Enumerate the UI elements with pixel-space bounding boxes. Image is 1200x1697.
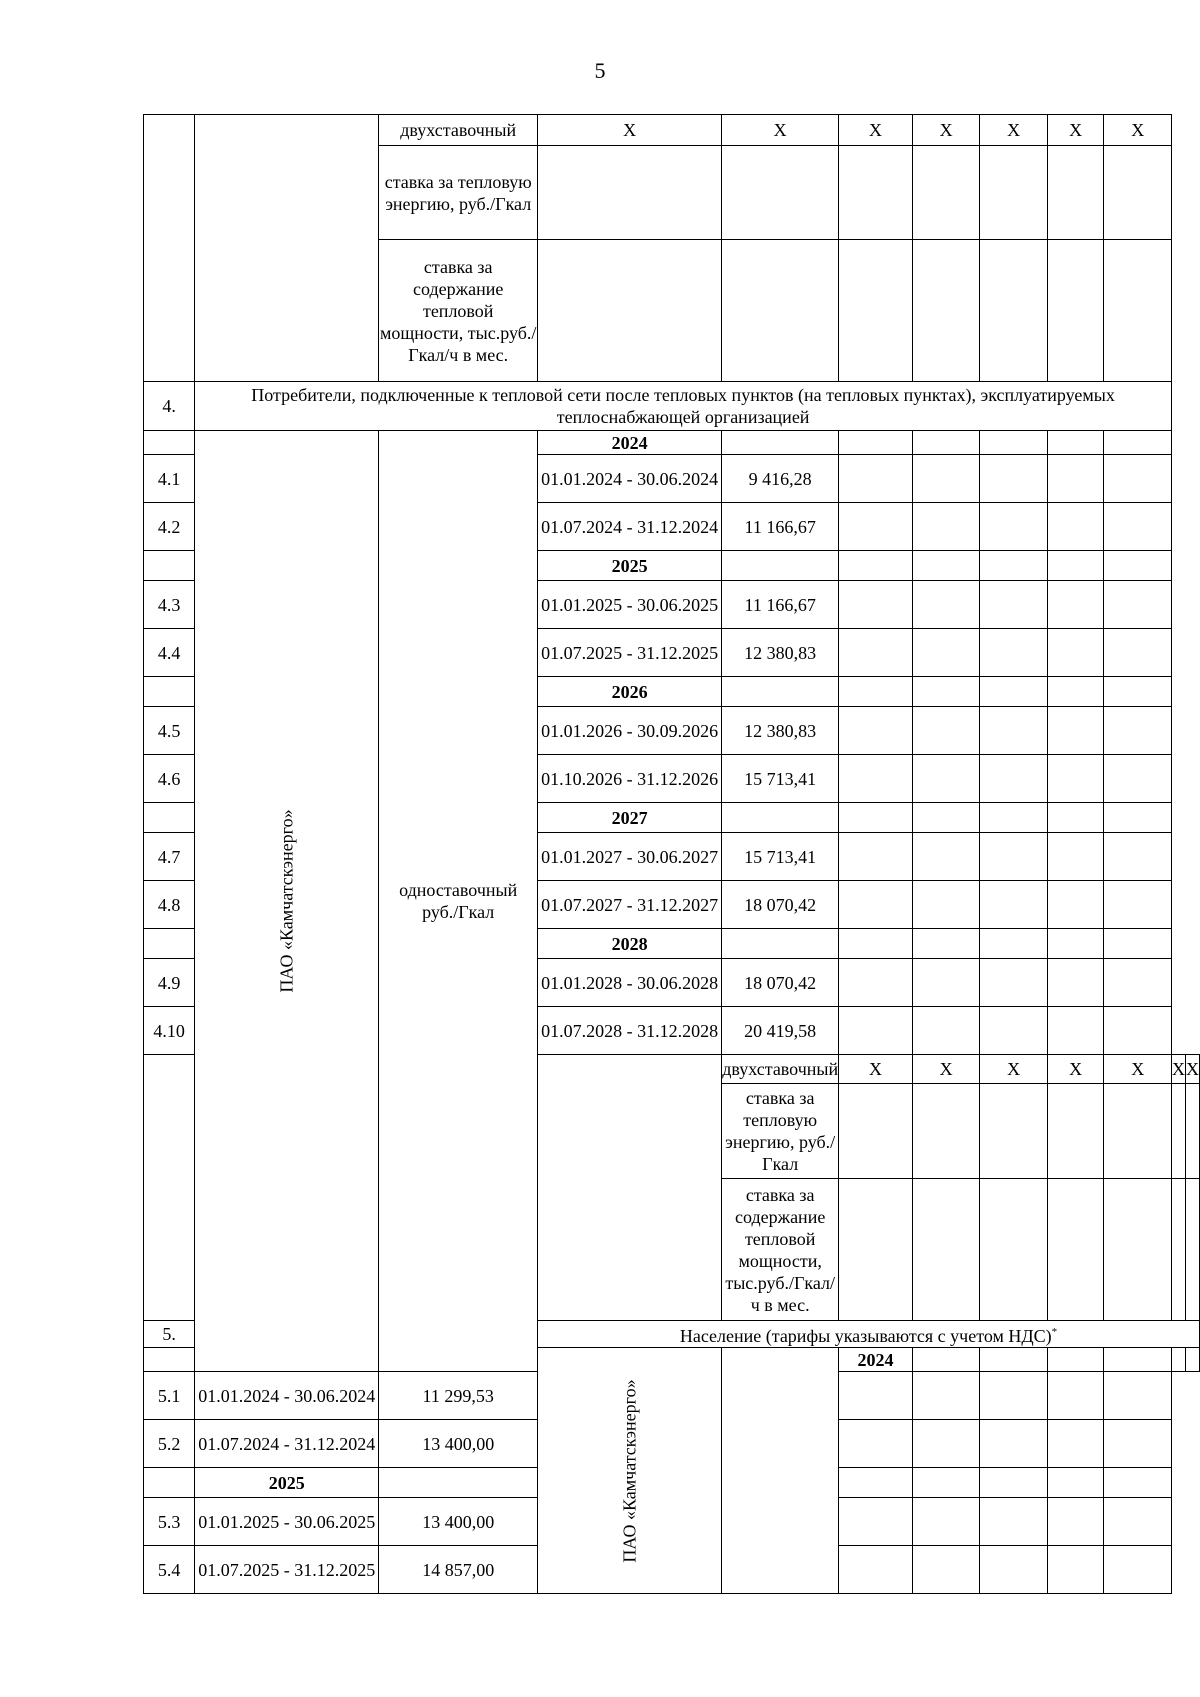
row-number: 4.1 bbox=[144, 455, 195, 503]
x-mark: X bbox=[912, 115, 980, 146]
x-mark: X bbox=[912, 1055, 980, 1084]
tariff-value: 13 400,00 bbox=[379, 1498, 538, 1546]
section-number: 4. bbox=[144, 382, 195, 431]
section-title-text: Население (тарифы указываются с учетом НДС) bbox=[679, 1326, 1052, 1346]
period: 01.01.2024 - 30.06.2024 bbox=[538, 455, 722, 503]
tariff-table bbox=[143, 114, 1200, 1594]
two-part-label: двухставочный bbox=[722, 1055, 839, 1084]
tariff-value: 12 380,83 bbox=[722, 707, 839, 755]
two-part-row bbox=[144, 115, 1200, 146]
tariff-value: 12 380,83 bbox=[722, 629, 839, 677]
section-title bbox=[538, 1321, 1200, 1348]
section-number: 5. bbox=[144, 1321, 195, 1348]
tariff-value: 14 857,00 bbox=[379, 1546, 538, 1594]
tariff-value: 18 070,42 bbox=[722, 959, 839, 1007]
period: 01.01.2025 - 30.06.2025 bbox=[195, 1498, 379, 1546]
two-part-label: двухставочный bbox=[379, 115, 538, 146]
row-number: 4.8 bbox=[144, 881, 195, 929]
empty-cell bbox=[722, 1348, 839, 1594]
year-label: 2027 bbox=[538, 803, 722, 833]
x-mark: X bbox=[1047, 115, 1104, 146]
empty-cell bbox=[195, 115, 379, 382]
period: 01.07.2025 - 31.12.2025 bbox=[195, 1546, 379, 1594]
year-label: 2028 bbox=[538, 929, 722, 959]
capacity-rate-label: ставка за содержание тепловой мощности, тыс.руб./Гкал/ч в мес. bbox=[379, 240, 538, 382]
period: 01.01.2028 - 30.06.2028 bbox=[538, 959, 722, 1007]
organization-cell bbox=[538, 1348, 722, 1594]
section-title: Потребители, подключенные к тепловой сети после тепловых пунктов (на тепловых пунктах), эксплуатируемых теплоснабжающей организацией bbox=[195, 382, 1172, 431]
energy-rate-label: ставка за тепловую энергию, руб./Гкал bbox=[379, 146, 538, 240]
period: 01.07.2025 - 31.12.2025 bbox=[538, 629, 722, 677]
row-number: 5.2 bbox=[144, 1420, 195, 1468]
page-number: 5 bbox=[594, 58, 606, 83]
period: 01.01.2025 - 30.06.2025 bbox=[538, 581, 722, 629]
x-mark: X bbox=[538, 115, 722, 146]
period: 01.07.2024 - 31.12.2024 bbox=[538, 503, 722, 551]
tariff-value: 15 713,41 bbox=[722, 833, 839, 881]
x-mark: X bbox=[839, 1055, 913, 1084]
period: 01.01.2024 - 30.06.2024 bbox=[195, 1372, 379, 1420]
row-number: 4.6 bbox=[144, 755, 195, 803]
x-mark: X bbox=[980, 1055, 1048, 1084]
empty-cell bbox=[538, 1055, 722, 1321]
row-number: 4.4 bbox=[144, 629, 195, 677]
tariff-value: 20 419,58 bbox=[722, 1007, 839, 1055]
row-number: 5.4 bbox=[144, 1546, 195, 1594]
organization-name: ПАО «Камчатскэнерго» bbox=[619, 1378, 640, 1563]
tariff-value: 9 416,28 bbox=[722, 455, 839, 503]
year-label: 2026 bbox=[538, 677, 722, 707]
period: 01.07.2024 - 31.12.2024 bbox=[195, 1420, 379, 1468]
row-number: 5.3 bbox=[144, 1498, 195, 1546]
energy-rate-label: ставка за тепловую энергию, руб./Гкал bbox=[722, 1084, 839, 1179]
x-mark: X bbox=[1104, 115, 1172, 146]
tariff-value: 15 713,41 bbox=[722, 755, 839, 803]
x-mark: X bbox=[1104, 1055, 1172, 1084]
tariff-value: 11 299,53 bbox=[379, 1372, 538, 1420]
period: 01.07.2028 - 31.12.2028 bbox=[538, 1007, 722, 1055]
capacity-rate-label: ставка за содержание тепловой мощности, тыс.руб./Гкал/ч в мес. bbox=[722, 1179, 839, 1321]
empty-cell bbox=[144, 1055, 195, 1321]
x-mark: X bbox=[722, 115, 839, 146]
x-mark: X bbox=[1186, 1055, 1200, 1084]
year-label: 2025 bbox=[195, 1468, 379, 1498]
period: 01.07.2027 - 31.12.2027 bbox=[538, 881, 722, 929]
x-mark: X bbox=[839, 115, 913, 146]
x-mark: X bbox=[1047, 1055, 1104, 1084]
row-number: 4.10 bbox=[144, 1007, 195, 1055]
section-header bbox=[144, 382, 1200, 431]
year-label: 2024 bbox=[538, 431, 722, 455]
organization-cell bbox=[195, 431, 379, 1372]
year-label: 2024 bbox=[839, 1348, 913, 1372]
year-label: 2025 bbox=[538, 551, 722, 581]
period: 01.10.2026 - 31.12.2026 bbox=[538, 755, 722, 803]
tariff-value: 11 166,67 bbox=[722, 503, 839, 551]
row-number: 4.2 bbox=[144, 503, 195, 551]
organization-name: ПАО «Камчатскэнерго» bbox=[276, 809, 297, 993]
period: 01.01.2026 - 30.09.2026 bbox=[538, 707, 722, 755]
year-row bbox=[144, 431, 1200, 455]
x-mark: X bbox=[980, 115, 1048, 146]
tariff-value: 13 400,00 bbox=[379, 1420, 538, 1468]
footnote-mark: * bbox=[1051, 1326, 1058, 1338]
period: 01.01.2027 - 30.06.2027 bbox=[538, 833, 722, 881]
one-part-label: одноставочный руб./Гкал bbox=[379, 431, 538, 1372]
x-mark: X bbox=[1172, 1055, 1186, 1084]
tariff-value: 18 070,42 bbox=[722, 881, 839, 929]
row-number: 4.9 bbox=[144, 959, 195, 1007]
empty-cell bbox=[144, 115, 195, 382]
row-number: 4.5 bbox=[144, 707, 195, 755]
row-number: 5.1 bbox=[144, 1372, 195, 1420]
row-number: 4.7 bbox=[144, 833, 195, 881]
tariff-value: 11 166,67 bbox=[722, 581, 839, 629]
row-number: 4.3 bbox=[144, 581, 195, 629]
